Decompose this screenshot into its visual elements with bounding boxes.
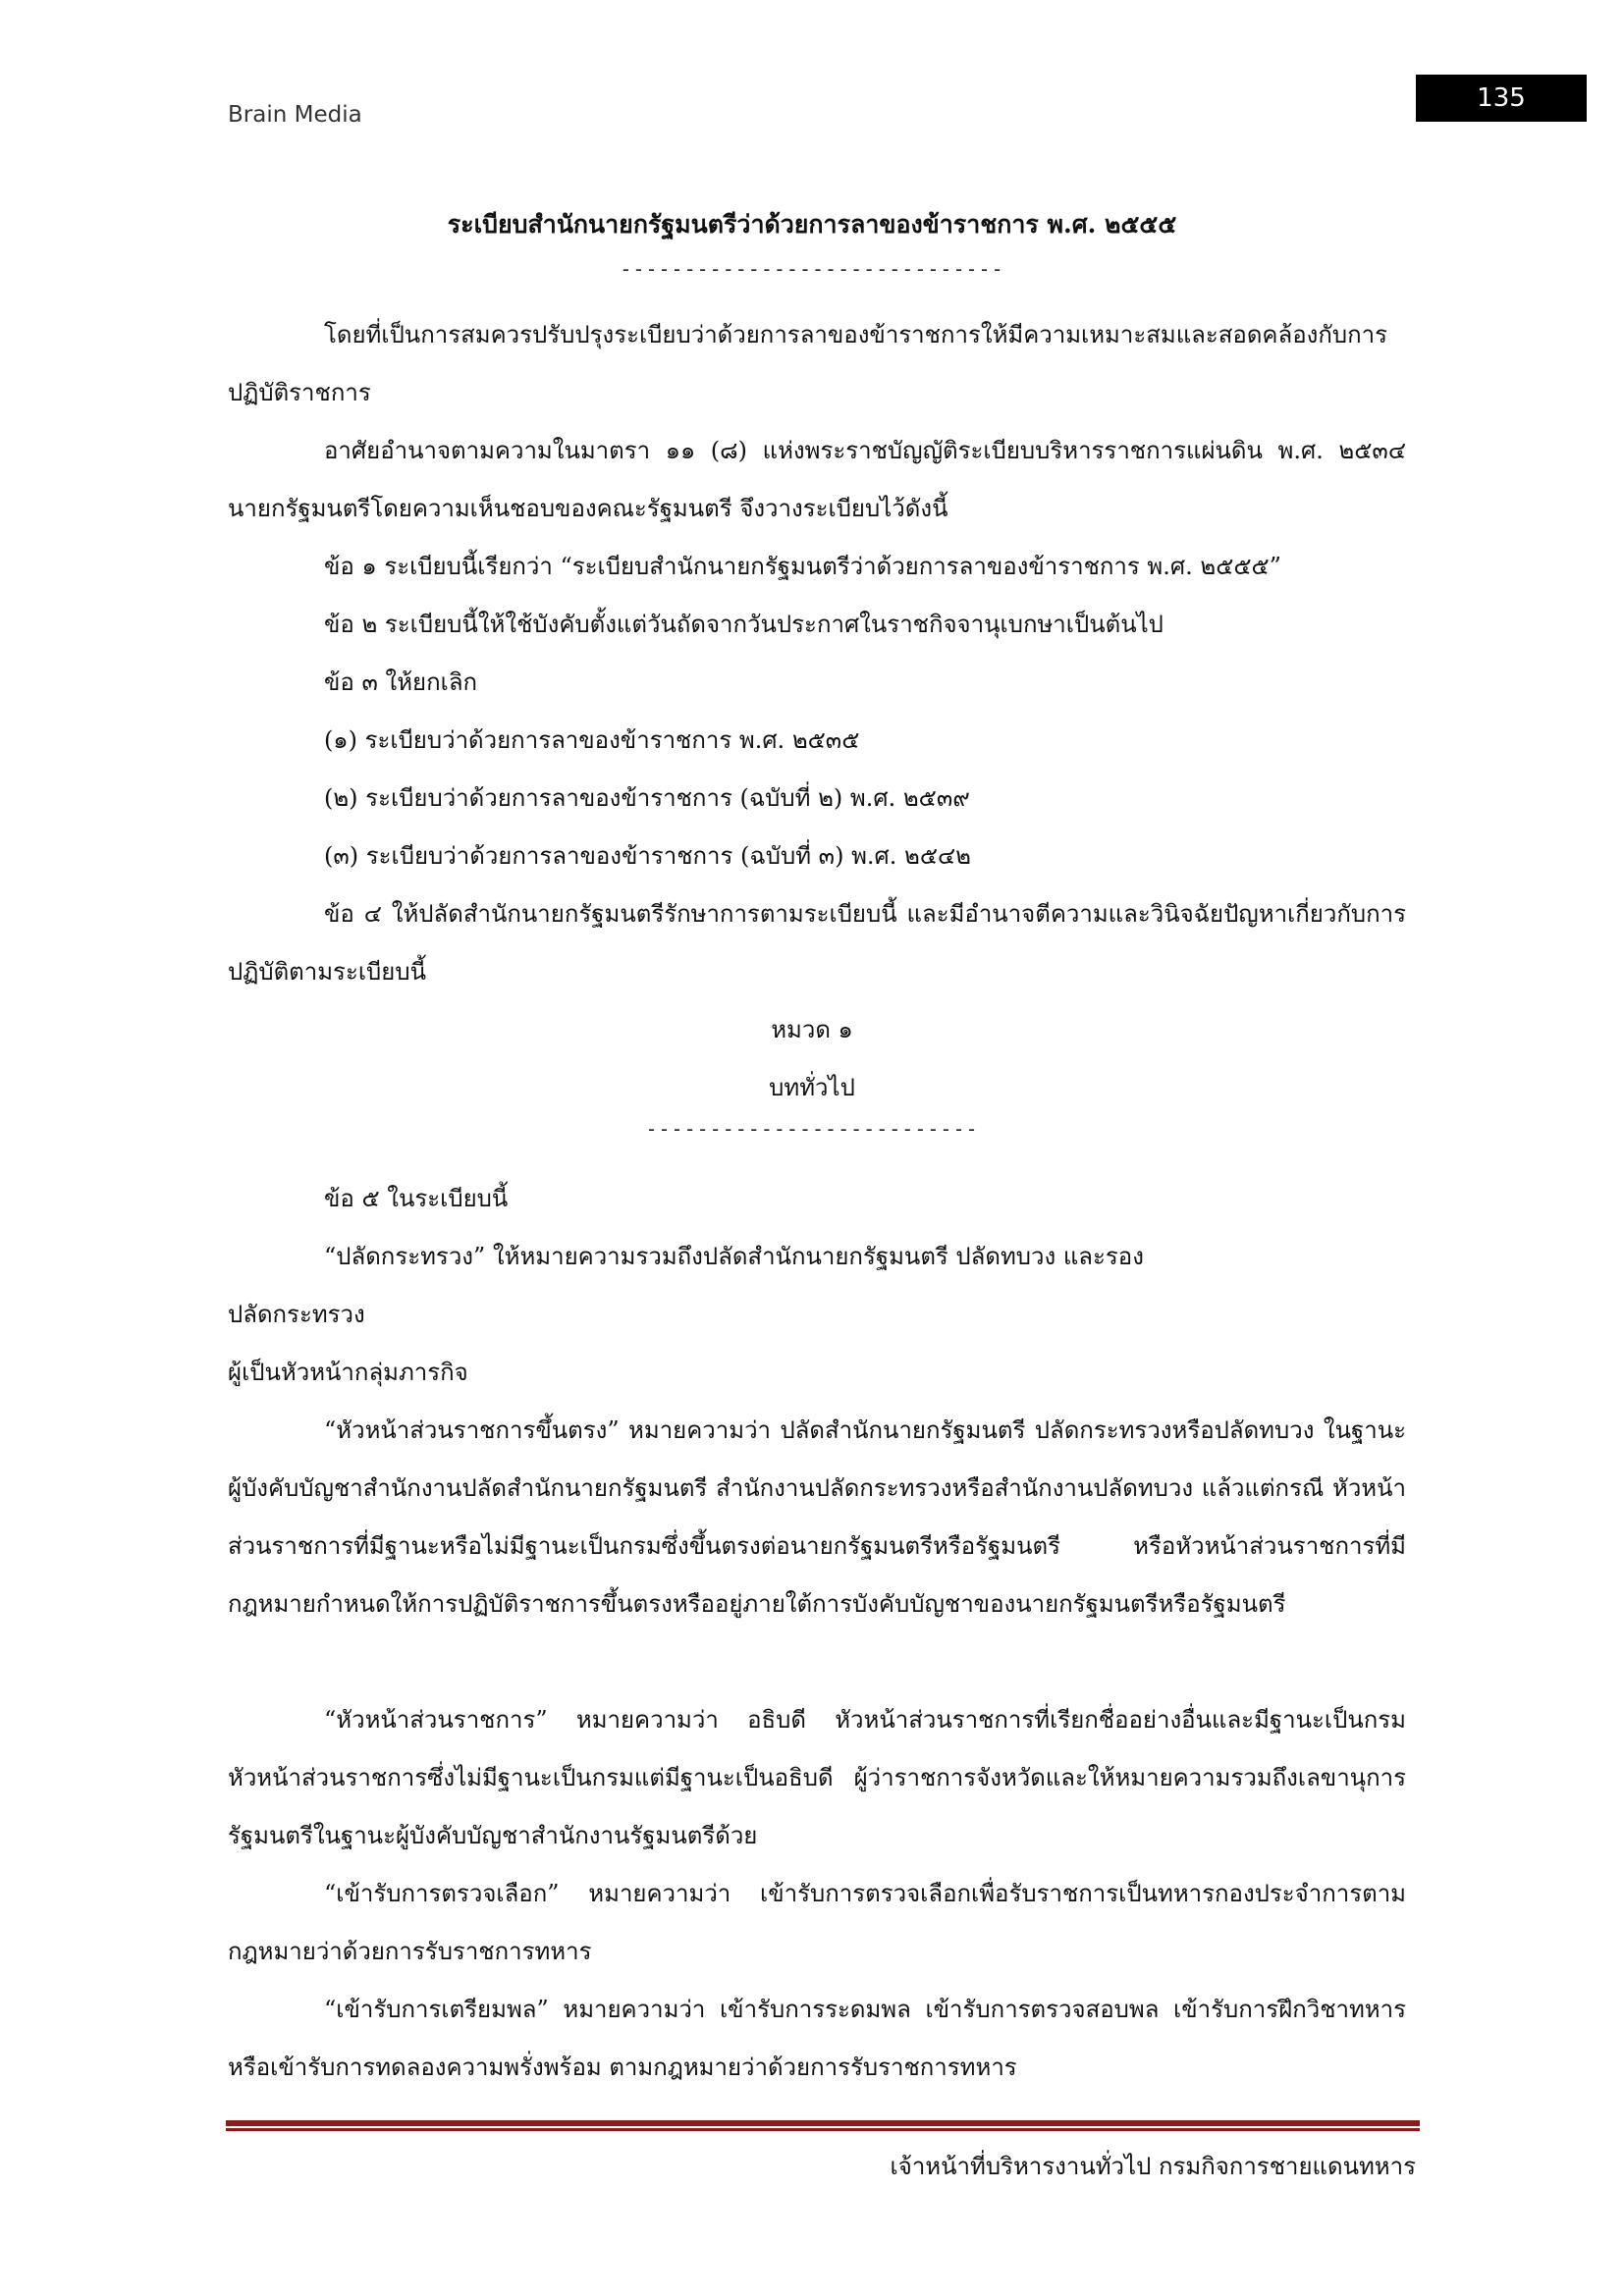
- repeal-item-2: (๒) ระเบียบว่าด้วยการลาของข้าราชการ (ฉบับที่ ๒) พ.ศ. ๒๕๓๙: [324, 784, 970, 812]
- repeal-item-3: (๓) ระเบียบว่าด้วยการลาของข้าราชการ (ฉบับที่ ๓) พ.ศ. ๒๕๔๒: [324, 842, 971, 870]
- definition-mobilization: “เข้ารับการเตรียมพล” หมายความว่า เข้ารับการระดมพล เข้ารับการตรวจสอบพล เข้ารับการฝึกวิชาทหาร หรือเข้ารับการทดลองความพรั่งพร้อม ตามกฎหมายว่าด้วยการรับราชการทหาร: [228, 1996, 1406, 2081]
- definition-permanent-secretary: “ปลัดกระทรวง” ให้หมายความรวมถึงปลัดสำนักนายกรัฐมนตรี ปลัดทบวง และรอง: [324, 1243, 1144, 1270]
- definition-conscription: “เข้ารับการตรวจเลือก” หมายความว่า เข้ารับการตรวจเลือกเพื่อรับราชการเป็นทหารกองประจำการตามกฎหมายว่าด้วยการรับราชการทหาร: [228, 1880, 1406, 1965]
- definition-permanent-secretary-cont: ปลัดกระทรวง: [228, 1301, 365, 1328]
- clause-1: ข้อ ๑ ระเบียบนี้เรียกว่า “ระเบียบสำนักนายกรัฐมนตรีว่าด้วยการลาของข้าราชการ พ.ศ. ๒๕๕๕”: [324, 553, 1281, 580]
- footer-text: เจ้าหน้าที่บริหารงานทั่วไป กรมกิจการชายแดนทหาร: [890, 2153, 1416, 2180]
- definition-agency-head: “หัวหน้าส่วนราชการ” หมายความว่า อธิบดี หัวหน้าส่วนราชการที่เรียกชื่ออย่างอื่นและมีฐานะเป็นกรม หัวหน้าส่วนราชการซึ่งไม่มีฐานะเป็นกรมแต่มีฐานะเป็นอธิบดี ผู้ว่าราชการจังหวัดและให้หมายความรวมถึงเลขานุการรัฐมนตรีในฐานะผู้บังคับบัญชาสำนักงานรัฐมนตรีด้วย: [228, 1706, 1406, 1849]
- footer-rule: [226, 2120, 1420, 2126]
- authority-paragraph: อาศัยอำนาจตามความในมาตรา ๑๑ (๘) แห่งพระราชบัญญัติระเบียบบริหารราชการแผ่นดิน พ.ศ. ๒๕๓๔ นายกรัฐมนตรีโดยความเห็นชอบของคณะรัฐมนตรี จึงวางระเบียบไว้ดังนี้: [228, 437, 1406, 522]
- clause-4: ข้อ ๔ ให้ปลัดสำนักนายกรัฐมนตรีรักษาการตามระเบียบนี้ และมีอำนาจตีความและวินิจฉัยปัญหาเกี่ยวกับการปฏิบัติตามระเบียบนี้: [228, 900, 1406, 986]
- document-title: ระเบียบสำนักนายกรัฐมนตรีว่าด้วยการลาของข้าราชการ พ.ศ. ๒๕๕๕: [447, 210, 1177, 239]
- definition-direct-agency-head: “หัวหน้าส่วนราชการขึ้นตรง” หมายความว่า ปลัดสำนักนายกรัฐมนตรี ปลัดกระทรวงหรือปลัดทบวง ในฐานะผู้บังคับบัญชาสำนักงานปลัดสำนักนายกรัฐมนตรี สำนักงานปลัดกระทรวงหรือสำนักงานปลัดทบวง แล้วแต่กรณี หัวหน้าส่วนราชการที่มีฐานะหรือไม่มีฐานะเป็นกรมซึ่งขึ้นตรงต่อนายกรัฐมนตรีหรือรัฐมนตรี หรือหัวหน้าส่วนราชการที่มีกฎหมายกำหนดให้การปฏิบัติราชการขึ้นตรงหรืออยู่ภายใต้การบังคับบัญชาของนายกรัฐมนตรีหรือรัฐมนตรี: [228, 1416, 1406, 1618]
- chapter-heading: หมวด ๑: [771, 1016, 853, 1043]
- brand-name: Brain Media: [228, 102, 362, 128]
- definition-permanent-secretary-cont: ผู้เป็นหัวหน้ากลุ่มภารกิจ: [228, 1359, 468, 1386]
- clause-2: ข้อ ๒ ระเบียบนี้ให้ใช้บังคับตั้งแต่วันถัดจากวันประกาศในราชกิจจานุเบกษาเป็นต้นไป: [324, 611, 1164, 638]
- separator-rule: ------------------------------: [620, 257, 1004, 281]
- separator-rule: --------------------------: [645, 1117, 979, 1141]
- clause-5: ข้อ ๕ ในระเบียบนี้: [324, 1185, 509, 1212]
- chapter-title: บททั่วไป: [769, 1074, 855, 1101]
- page-number-badge: 135: [1416, 75, 1587, 122]
- repeal-item-1: (๑) ระเบียบว่าด้วยการลาของข้าราชการ พ.ศ. ๒๕๓๕: [324, 726, 860, 754]
- footer-rule: [226, 2128, 1420, 2131]
- preamble-paragraph: โดยที่เป็นการสมควรปรับปรุงระเบียบว่าด้วยการลาของข้าราชการให้มีความเหมาะสมและสอดคล้องกับการปฏิบัติราชการ: [228, 321, 1387, 406]
- clause-3: ข้อ ๓ ให้ยกเลิก: [324, 668, 478, 696]
